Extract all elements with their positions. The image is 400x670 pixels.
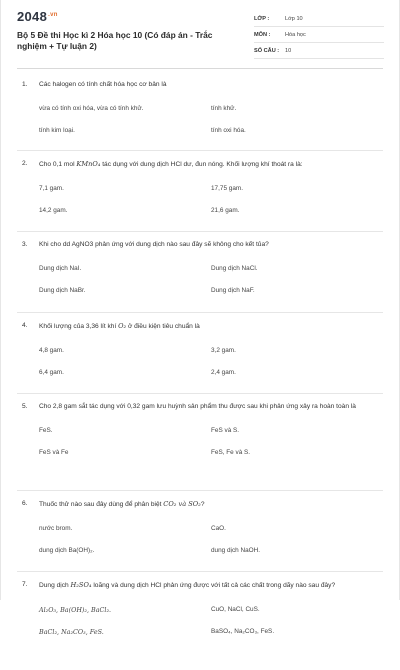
question-head xyxy=(17,499,383,510)
question-number: 2. xyxy=(22,160,28,167)
question-text: Khối lượng của 3,36 lít khí O₂ ở điều kiện tiêu chuẩn là xyxy=(39,322,200,330)
answer-option[interactable]: CaO. xyxy=(211,525,226,532)
option-row xyxy=(39,264,383,286)
answer-options xyxy=(39,524,383,568)
option-row xyxy=(39,627,383,649)
question-divider xyxy=(17,571,383,572)
option-row xyxy=(39,448,383,470)
question-text: Các halogen có tính chất hóa học cơ bản là xyxy=(39,81,167,88)
meta-info xyxy=(254,14,384,62)
answer-option[interactable]: Dung dịch NaCl. xyxy=(211,265,258,272)
answer-option[interactable]: nước brom. xyxy=(39,525,73,532)
answer-options xyxy=(39,264,383,308)
option-row xyxy=(39,286,383,308)
meta-value: Lớp 10 xyxy=(285,16,303,22)
meta-row-class xyxy=(254,14,384,27)
answer-option[interactable]: 4,8 gam. xyxy=(39,347,64,354)
question-divider xyxy=(17,150,383,151)
option-row xyxy=(39,126,383,148)
answer-option[interactable]: vừa có tính oxi hóa, vừa có tính khử. xyxy=(39,105,144,112)
option-row xyxy=(39,546,383,568)
meta-label: SỐ CÂU : xyxy=(254,48,280,54)
question-5 xyxy=(1,402,399,490)
answer-option[interactable]: Dung dịch NaBr. xyxy=(39,287,86,294)
formula: H₂SO₄ xyxy=(70,581,92,589)
answer-options xyxy=(39,104,383,148)
answer-option[interactable]: 7,1 gam. xyxy=(39,185,64,192)
option-row xyxy=(39,206,383,228)
answer-option[interactable]: Al₂O₃, Ba(OH)₂, BaCl₂. xyxy=(39,606,112,614)
question-number: 3. xyxy=(22,241,28,248)
question-list xyxy=(1,80,399,670)
question-text: Cho 0,1 mol KMnO₄ tác dụng với dung dịch HCl dư, đun nóng. Khối lượng khí thoát ra là: xyxy=(39,160,303,168)
answer-option[interactable]: tính kim loại. xyxy=(39,127,75,134)
formula: KMnO₄ xyxy=(76,160,101,168)
question-number: 4. xyxy=(22,322,28,329)
question-head xyxy=(17,80,383,90)
question-number: 5. xyxy=(22,403,28,410)
question-text: Thuốc thử nào sau đây dùng để phân biệt CO₂ và SO₂? xyxy=(39,500,205,508)
question-head xyxy=(17,321,383,332)
answer-option[interactable]: tính oxi hóa. xyxy=(211,127,246,134)
question-head xyxy=(17,159,383,170)
question-3 xyxy=(1,240,399,312)
answer-option[interactable]: 2,4 gam. xyxy=(211,369,236,376)
meta-label: LỚP : xyxy=(254,16,270,22)
answer-option[interactable]: dung dịch Ba(OH)₂. xyxy=(39,547,95,554)
question-divider xyxy=(17,393,383,394)
header xyxy=(1,0,399,66)
answer-option[interactable]: 14,2 gam. xyxy=(39,207,68,214)
answer-option[interactable]: tính khử. xyxy=(211,105,237,112)
question-head xyxy=(17,402,383,412)
question-6 xyxy=(1,499,399,571)
answer-option[interactable]: Dung dịch NaF. xyxy=(211,287,255,294)
option-row xyxy=(39,426,383,448)
question-2 xyxy=(1,159,399,231)
question-head xyxy=(17,580,383,591)
page-title: Bộ 5 Đề thi Học kì 2 Hóa học 10 (Có đáp án - Trắc nghiệm + Tự luận 2) xyxy=(17,30,213,51)
answer-option[interactable]: 21,6 gam. xyxy=(211,207,240,214)
question-1 xyxy=(1,80,399,150)
answer-option[interactable]: 6,4 gam. xyxy=(39,369,64,376)
answer-options xyxy=(39,605,383,649)
question-divider xyxy=(17,231,383,232)
question-text: Dung dịch H₂SO₄ loãng và dung dịch HCl phản ứng được với tất cả các chất trong dãy nào sau đây? xyxy=(39,581,336,589)
answer-options xyxy=(39,346,383,390)
option-row xyxy=(39,605,383,627)
answer-option[interactable]: BaSO₄, Na₂CO₃, FeS. xyxy=(211,628,275,635)
option-row xyxy=(39,368,383,390)
question-4 xyxy=(1,321,399,393)
answer-option[interactable]: 17,75 gam. xyxy=(211,185,243,192)
question-number: 7. xyxy=(22,581,28,588)
answer-option[interactable]: BaCl₂, Na₂CO₃, FeS. xyxy=(39,628,104,636)
question-divider xyxy=(17,490,383,491)
question-number: 1. xyxy=(22,81,28,88)
answer-options xyxy=(39,184,383,228)
answer-option[interactable]: dung dịch NaOH. xyxy=(211,547,261,554)
answer-options xyxy=(39,426,383,470)
option-row xyxy=(39,184,383,206)
formula: O₂ xyxy=(118,322,127,330)
meta-value: Hóa học xyxy=(285,32,306,38)
meta-value: 10 xyxy=(285,48,292,54)
site-logo[interactable]: $2048^{.vn}$ xyxy=(17,9,58,24)
meta-label: MÔN : xyxy=(254,32,271,38)
meta-row-count xyxy=(254,46,384,59)
option-row xyxy=(39,346,383,368)
question-divider xyxy=(17,312,383,313)
question-number: 6. xyxy=(22,500,28,507)
answer-option[interactable]: CuO, NaCl, CuS. xyxy=(211,606,260,613)
answer-option[interactable]: FeS và Fe xyxy=(39,449,69,456)
header-divider xyxy=(17,68,383,69)
question-7 xyxy=(1,580,399,670)
question-head xyxy=(17,240,383,250)
answer-option[interactable]: FeS và S. xyxy=(211,427,240,434)
option-row xyxy=(39,104,383,126)
meta-row-subject xyxy=(254,30,384,43)
formula: CO₂ và SO₂ xyxy=(163,500,201,508)
answer-option[interactable]: 3,2 gam. xyxy=(211,347,236,354)
answer-option[interactable]: Dung dịch NaI. xyxy=(39,265,82,272)
question-text: Khi cho dd AgNO3 phản ứng với dung dịch nào sau đây sẽ không cho kết tủa? xyxy=(39,241,269,248)
answer-option[interactable]: FeS. xyxy=(39,427,53,434)
question-text: Cho 2,8 gam sắt tác dụng với 0,32 gam lưu huỳnh sản phẩm thu được sau khi phản ứng xảy ra hoàn toàn là xyxy=(39,403,356,410)
answer-option[interactable]: FeS, Fe và S. xyxy=(211,449,251,456)
option-row xyxy=(39,524,383,546)
